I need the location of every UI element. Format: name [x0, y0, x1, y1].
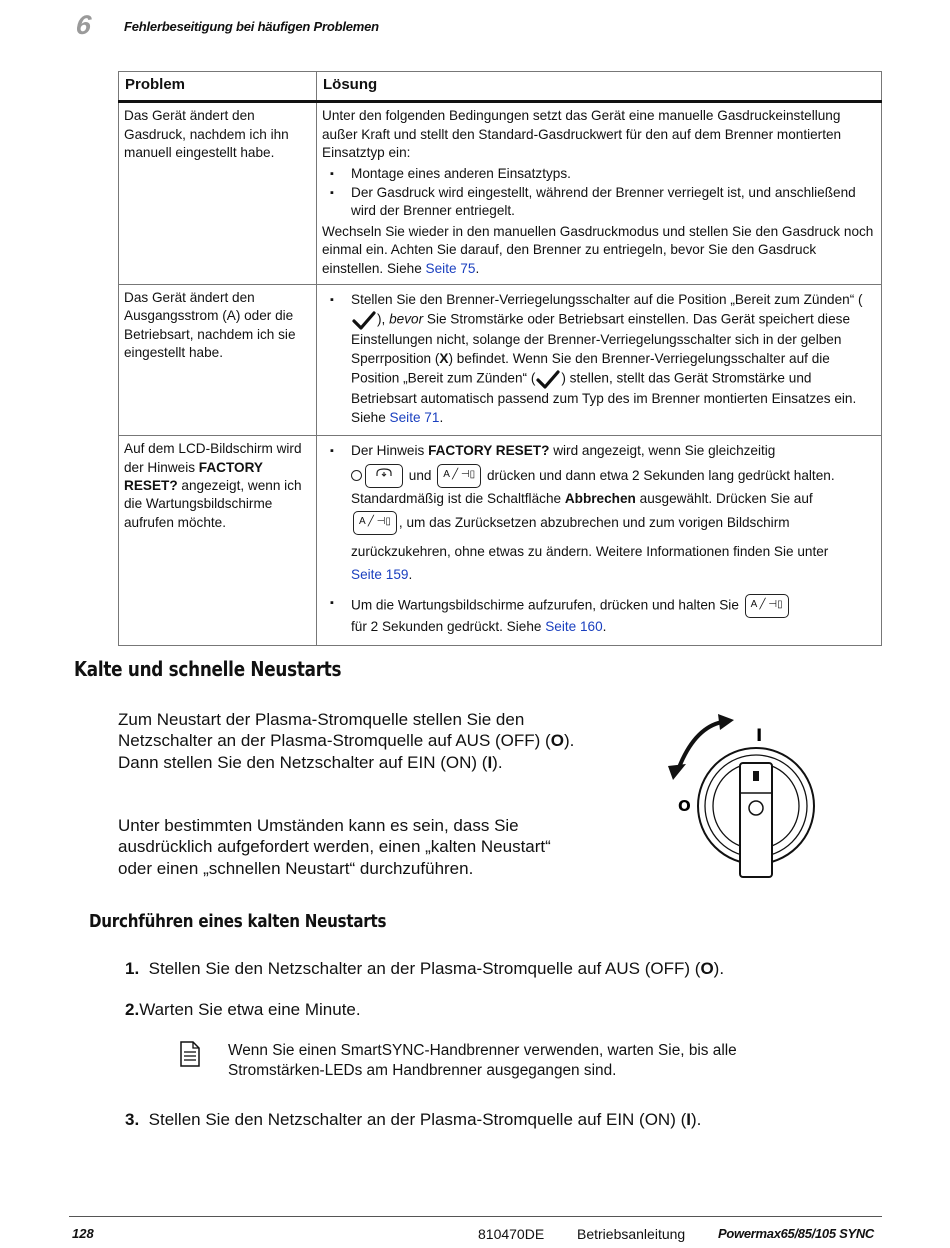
problem-text: angezeigt, wenn ich die Wartungsbildschirme aufrufen möchte. [124, 477, 302, 530]
bold-text: FACTORY RESET? [428, 443, 550, 459]
punctuation: . [475, 260, 480, 276]
page-link[interactable]: Seite 71 [389, 409, 440, 425]
punctuation: . [439, 409, 444, 425]
solution-text: und [408, 467, 432, 483]
circle-icon [351, 470, 362, 481]
button-combo-line [351, 461, 876, 490]
section-heading: Kalte und schnelle Neustarts [74, 657, 342, 681]
table-header-row [119, 72, 882, 102]
table-row [119, 102, 882, 285]
step-number: 2. [125, 1000, 140, 1019]
paragraph-text: ). [492, 752, 503, 772]
solution-text: ), [377, 312, 390, 328]
document-number: 810470DE [478, 1226, 545, 1242]
paragraph-text: Zum Neustart der Plasma-Stromquelle stellen Sie den Netzschalter an der Plasma-Stromquelle auf AUS (OFF) ( [118, 710, 551, 751]
solution-text: ausgewählt. Drücken Sie auf [635, 490, 813, 506]
step-3 [125, 1109, 701, 1131]
punctuation: . [408, 566, 413, 582]
solution-outro [322, 223, 876, 278]
chapter-title: Fehlerbeseitigung bei häufigen Problemen [124, 19, 379, 34]
bold-text: Abbrechen [564, 490, 636, 506]
footer-divider [69, 1216, 882, 1217]
problem-cell [119, 436, 317, 646]
step-text: Stellen Sie den Netzschalter an der Plasma-Stromquelle auf AUS (OFF) ( [148, 959, 701, 978]
solution-text: ) befindet. Wenn Sie den Brenner-Verriegelungsschalter auf die Position „Bereit zum Zünden“ ( [351, 350, 830, 386]
list-item: ▪ Montage eines anderen Einsatztyps. [322, 165, 876, 183]
solution-text: Standardmäßig ist die Schaltfläche [351, 490, 565, 506]
solution-text: Sie Stromstärke oder Betriebsart einstellen. Das Gerät speichert diese Einstellungen nicht, solange der Brenner-Verriegelungsschalter sich in der gelben Sperrposition ( [351, 312, 850, 366]
solution-text: wird angezeigt, wenn Sie gleichzeitig [549, 443, 776, 459]
solution-text: drücken und dann etwa 2 Sekunden lang gedrückt halten. [486, 467, 835, 483]
table-row [119, 436, 882, 646]
paragraph-text: ). Dann stellen Sie den Netzschalter auf EIN (ON) ( [118, 731, 575, 772]
gas-button-icon [365, 464, 403, 488]
step-text: ). [713, 959, 725, 978]
note-icon [178, 1040, 202, 1068]
manual-title: Betriebsanleitung [577, 1226, 686, 1242]
table-row [119, 285, 882, 436]
on-symbol: I [487, 752, 493, 772]
lock-x-symbol: X [439, 350, 449, 366]
power-switch-illustration [660, 708, 830, 888]
list-item [322, 291, 876, 427]
amp-mode-button-icon: A ╱ ⊣▯ [437, 464, 481, 488]
solution-text: Der Hinweis [351, 443, 429, 459]
amp-mode-button-icon: A ╱ ⊣▯ [745, 594, 789, 618]
page-number: 128 [72, 1226, 94, 1241]
problem-cell: Das Gerät ändert den Gasdruck, nachdem ich ihn manuell eingestellt habe. [119, 102, 317, 285]
solution-text: für 2 Sekunden gedrückt. Siehe [351, 619, 546, 635]
off-symbol: O [700, 959, 714, 978]
solution-bullets [322, 165, 876, 221]
product-name: Powermax65/85/105 SYNC [718, 1226, 874, 1241]
step-1 [125, 958, 724, 980]
cold-restart-paragraph: Unter bestimmten Umständen kann es sein, dass Sie ausdrücklich aufgefordert werden, einen „kalten Neustart“ oder einen „schnellen Neustart“ durchzuführen. [118, 816, 551, 878]
solution-cell [317, 102, 882, 285]
step-number: 3. [125, 1110, 140, 1129]
chapter-number: 6 [74, 10, 93, 40]
list-item [322, 442, 876, 584]
solution-text: , um das Zurücksetzen abzubrechen und zum vorigen Bildschirm zurückzukehren, ohne etwas zu ändern. Weitere Informationen finden Sie unter [351, 514, 829, 559]
solution-intro: Unter den folgenden Bedingungen setzt das Gerät eine manuelle Gasdruckeinstellung außer Kraft und stellt den Standard-Gasdruckwert für den auf dem Brenner montierten Einsatztyp ein: [322, 108, 842, 161]
page-link[interactable]: Seite 159 [351, 566, 409, 582]
off-label: O [678, 797, 691, 815]
problem-bold-text: FACTORY RESET? [124, 459, 263, 493]
button-line [351, 508, 876, 566]
page-link[interactable]: Seite 75 [425, 260, 476, 276]
troubleshooting-table [118, 71, 882, 646]
step-text: Stellen Sie den Netzschalter an der Plasma-Stromquelle auf EIN (ON) ( [148, 1110, 687, 1129]
solution-text: Stellen Sie den Brenner-Verriegelungsschalter auf die Position „Bereit zum Zünden“ ( [351, 292, 863, 308]
solution-text: Wechseln Sie wieder in den manuellen Gasdruckmodus und stellen Sie den Gasdruck noch einmal ein. Achten Sie darauf, den Brenner zu entriegeln, bevor Sie den Gasdruck einstellen. Siehe [322, 223, 874, 276]
page-link[interactable]: Seite 160 [545, 619, 603, 635]
solution-cell [317, 436, 882, 646]
amp-mode-button-icon: A ╱ ⊣▯ [353, 511, 397, 535]
solution-bullets [322, 291, 876, 427]
off-symbol: O [550, 731, 564, 751]
subsection-heading: Durchführen eines kalten Neustarts [89, 911, 387, 932]
column-header-problem: Problem [119, 72, 317, 102]
step-text: Warten Sie etwa eine Minute. [139, 1000, 361, 1019]
problem-text: Auf dem LCD-Bildschirm wird der Hinweis [124, 441, 302, 475]
step-2 [125, 999, 361, 1021]
list-item: ▪ Der Gasdruck wird eingestellt, während der Brenner verriegelt ist, und anschließend wird der Brenner entriegelt. [322, 184, 876, 221]
checkmark-icon [535, 368, 561, 390]
on-symbol: I [686, 1110, 691, 1129]
list-item [322, 594, 876, 636]
solution-text: ) stellen, stellt das Gerät Stromstärke und Betriebsart automatisch passend zum Typ des im Brenner montierten Einsatzes ein. Siehe [351, 370, 857, 425]
checkmark-icon [351, 309, 377, 331]
emphasis-text: bevor [389, 312, 424, 328]
column-header-solution: Lösung [317, 72, 882, 102]
on-label: I [756, 726, 763, 746]
solution-text: Um die Wartungsbildschirme aufzurufen, drücken und halten Sie [351, 597, 739, 613]
step-text: ). [691, 1110, 702, 1129]
solution-bullets [322, 442, 876, 637]
step-number: 1. [125, 959, 140, 978]
problem-cell: Das Gerät ändert den Ausgangsstrom (A) oder die Betriebsart, nachdem ich sie eingestellt habe. [119, 285, 317, 436]
note-text: Wenn Sie einen SmartSYNC-Handbrenner verwenden, warten Sie, bis alle Stromstärken-LEDs am Handbrenner ausgegangen sind. [228, 1042, 737, 1079]
punctuation: . [602, 619, 607, 635]
restart-paragraph [118, 709, 578, 773]
solution-cell [317, 285, 882, 436]
